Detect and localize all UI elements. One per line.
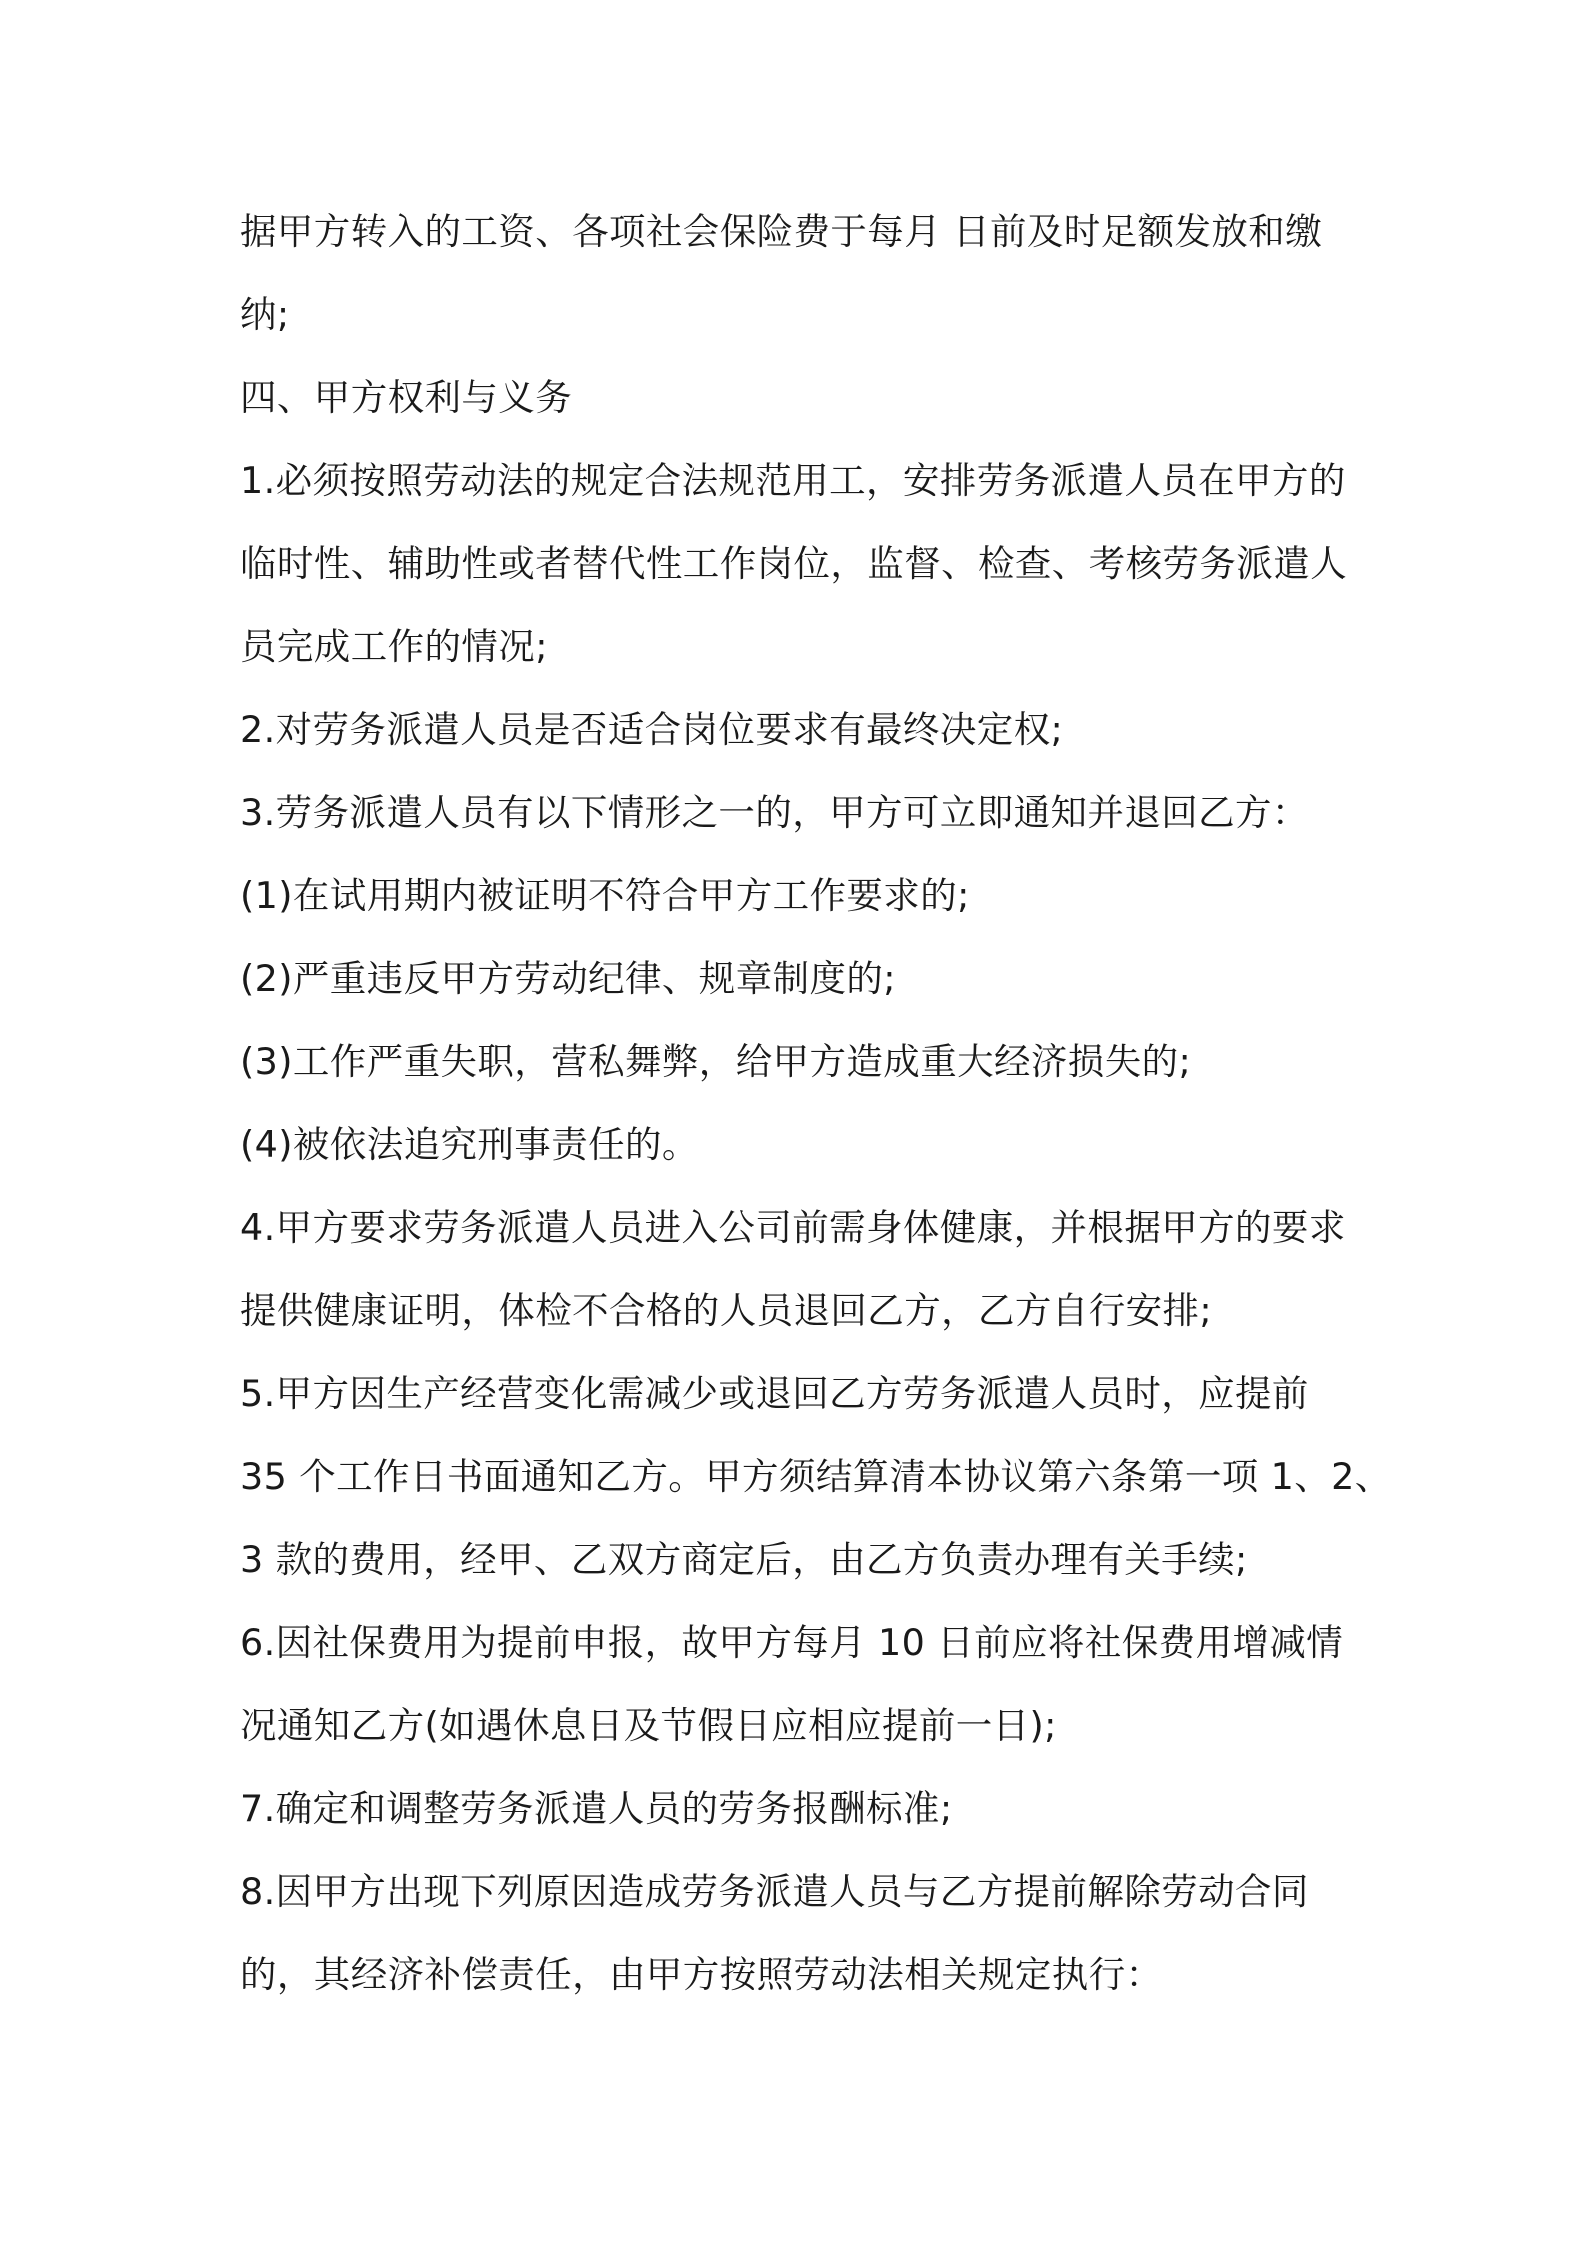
- text-line: 4.甲方要求劳务派遣人员进入公司前需身体健康，并根据甲方的要求: [240, 1206, 1346, 1249]
- text-line: 的，其经济补偿责任，由甲方按照劳动法相关规定执行：: [240, 1953, 1163, 1996]
- text-line: 据甲方转入的工资、各项社会保险费于每月 日前及时足额发放和缴: [240, 210, 1323, 253]
- text-line: (1)在试用期内被证明不符合甲方工作要求的;: [240, 874, 970, 917]
- document-body: [240, 190, 1392, 2016]
- text-line: 况通知乙方(如遇休息日及节假日应相应提前一日);: [240, 1704, 1057, 1747]
- text-line: 35 个工作日书面通知乙方。甲方须结算清本协议第六条第一项 1、2、: [240, 1455, 1392, 1498]
- text-line: 提供健康证明，体检不合格的人员退回乙方，乙方自行安排;: [240, 1289, 1213, 1332]
- text-line: 纳;: [240, 293, 290, 336]
- text-line: 5.甲方因生产经营变化需减少或退回乙方劳务派遣人员时，应提前: [240, 1372, 1309, 1415]
- text-line: (3)工作严重失职，营私舞弊，给甲方造成重大经济损失的;: [240, 1040, 1192, 1083]
- text-line: 6.因社保费用为提前申报，故甲方每月 10 日前应将社保费用增减情: [240, 1621, 1344, 1664]
- text-line: 1.必须按照劳动法的规定合法规范用工，安排劳务派遣人员在甲方的: [240, 459, 1346, 502]
- text-line: 员完成工作的情况;: [240, 625, 548, 668]
- text-line: 3.劳务派遣人员有以下情形之一的，甲方可立即通知并退回乙方：: [240, 791, 1309, 834]
- text-line: 3 款的费用，经甲、乙双方商定后，由乙方负责办理有关手续;: [240, 1538, 1248, 1581]
- text-line: 2.对劳务派遣人员是否适合岗位要求有最终决定权;: [240, 708, 1064, 751]
- section-heading: 四、甲方权利与义务: [240, 376, 573, 419]
- text-line: (2)严重违反甲方劳动纪律、规章制度的;: [240, 957, 896, 1000]
- text-line: 7.确定和调整劳务派遣人员的劳务报酬标准;: [240, 1787, 953, 1830]
- text-line: 临时性、辅助性或者替代性工作岗位，监督、检查、考核劳务派遣人: [240, 542, 1347, 585]
- text-line: (4)被依法追究刑事责任的。: [240, 1123, 699, 1166]
- text-line: 8.因甲方出现下列原因造成劳务派遣人员与乙方提前解除劳动合同: [240, 1870, 1309, 1913]
